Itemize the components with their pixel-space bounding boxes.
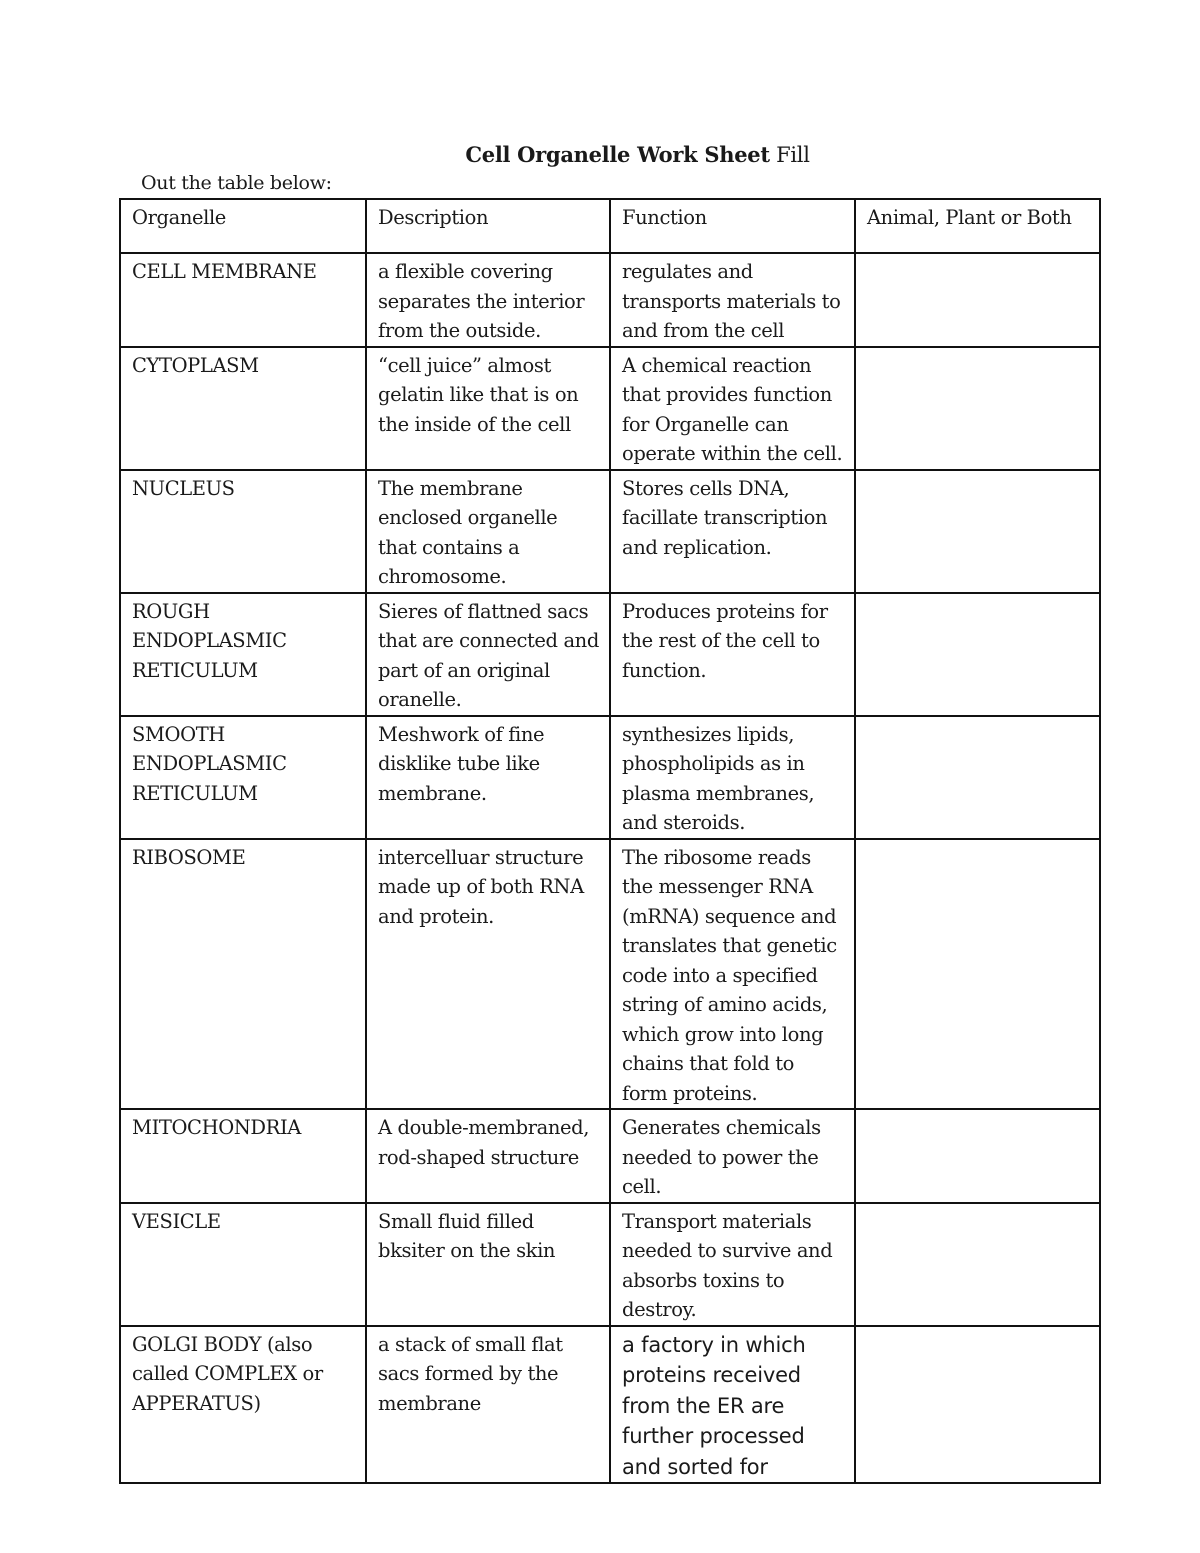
type-cell[interactable] bbox=[855, 347, 1100, 470]
organelle-cell: VESICLE bbox=[120, 1203, 366, 1326]
function-cell: Generates chemicals needed to power the cell. bbox=[610, 1109, 855, 1203]
organelle-cell: NUCLEUS bbox=[120, 470, 366, 593]
function-cell: regulates and transports materials to and from the cell bbox=[610, 253, 855, 347]
table-row bbox=[120, 347, 1100, 470]
table-row bbox=[120, 839, 1100, 1110]
table-row bbox=[120, 1203, 1100, 1326]
table-row bbox=[120, 1109, 1100, 1203]
header-row bbox=[120, 199, 1100, 253]
header-organelle: Organelle bbox=[120, 199, 366, 253]
header-type: Animal, Plant or Both bbox=[855, 199, 1100, 253]
description-cell: Sieres of flattned sacs that are connected and part of an original oranelle. bbox=[366, 593, 610, 716]
type-cell[interactable] bbox=[855, 1109, 1100, 1203]
table-row bbox=[120, 1326, 1100, 1484]
description-cell: a flexible covering separates the interior from the outside. bbox=[366, 253, 610, 347]
table-row bbox=[120, 716, 1100, 839]
title-bold: Cell Organelle Work Sheet bbox=[465, 142, 770, 167]
organelle-cell: RIBOSOME bbox=[120, 839, 366, 1110]
type-cell[interactable] bbox=[855, 1326, 1100, 1484]
instructions: Out the table below: bbox=[141, 172, 332, 194]
type-cell[interactable] bbox=[855, 593, 1100, 716]
title-rest: Fill bbox=[769, 143, 810, 167]
organelle-cell: CYTOPLASM bbox=[120, 347, 366, 470]
description-cell: A double-membraned, rod-shaped structure bbox=[366, 1109, 610, 1203]
function-cell: Transport materials needed to survive and absorbs toxins to destroy. bbox=[610, 1203, 855, 1326]
description-cell: Meshwork of fine disklike tube like membrane. bbox=[366, 716, 610, 839]
table-row bbox=[120, 253, 1100, 347]
description-cell: Small fluid filled bksiter on the skin bbox=[366, 1203, 610, 1326]
description-cell: The membrane enclosed organelle that contains a chromosome. bbox=[366, 470, 610, 593]
organelle-cell: GOLGI BODY (also called COMPLEX or APPERATUS) bbox=[120, 1326, 366, 1484]
type-cell[interactable] bbox=[855, 470, 1100, 593]
header-function: Function bbox=[610, 199, 855, 253]
function-cell: Stores cells DNA, facillate transcription and replication. bbox=[610, 470, 855, 593]
description-cell: intercelluar structure made up of both RNA and protein. bbox=[366, 839, 610, 1110]
description-cell: a stack of small flat sacs formed by the membrane bbox=[366, 1326, 610, 1484]
type-cell[interactable] bbox=[855, 1203, 1100, 1326]
organelle-cell: MITOCHONDRIA bbox=[120, 1109, 366, 1203]
function-cell: a factory in which proteins received from the ER are further processed and sorted for bbox=[610, 1326, 855, 1484]
header-description: Description bbox=[366, 199, 610, 253]
page-title bbox=[0, 142, 1200, 167]
function-cell: The ribosome reads the messenger RNA (mRNA) sequence and translates that genetic code into a specified string of amino acids, which grow into long chains that fold to form proteins. bbox=[610, 839, 855, 1110]
organelle-table bbox=[119, 198, 1101, 1484]
type-cell[interactable] bbox=[855, 839, 1100, 1110]
organelle-cell: SMOOTH ENDOPLASMIC RETICULUM bbox=[120, 716, 366, 839]
table-row bbox=[120, 470, 1100, 593]
table-row bbox=[120, 593, 1100, 716]
organelle-cell: CELL MEMBRANE bbox=[120, 253, 366, 347]
type-cell[interactable] bbox=[855, 253, 1100, 347]
type-cell[interactable] bbox=[855, 716, 1100, 839]
function-cell: A chemical reaction that provides function for Organelle can operate within the cell. bbox=[610, 347, 855, 470]
function-cell: Produces proteins for the rest of the cell to function. bbox=[610, 593, 855, 716]
organelle-cell: ROUGH ENDOPLASMIC RETICULUM bbox=[120, 593, 366, 716]
function-cell: synthesizes lipids, phospholipids as in plasma membranes, and steroids. bbox=[610, 716, 855, 839]
description-cell: “cell juice” almost gelatin like that is on the inside of the cell bbox=[366, 347, 610, 470]
